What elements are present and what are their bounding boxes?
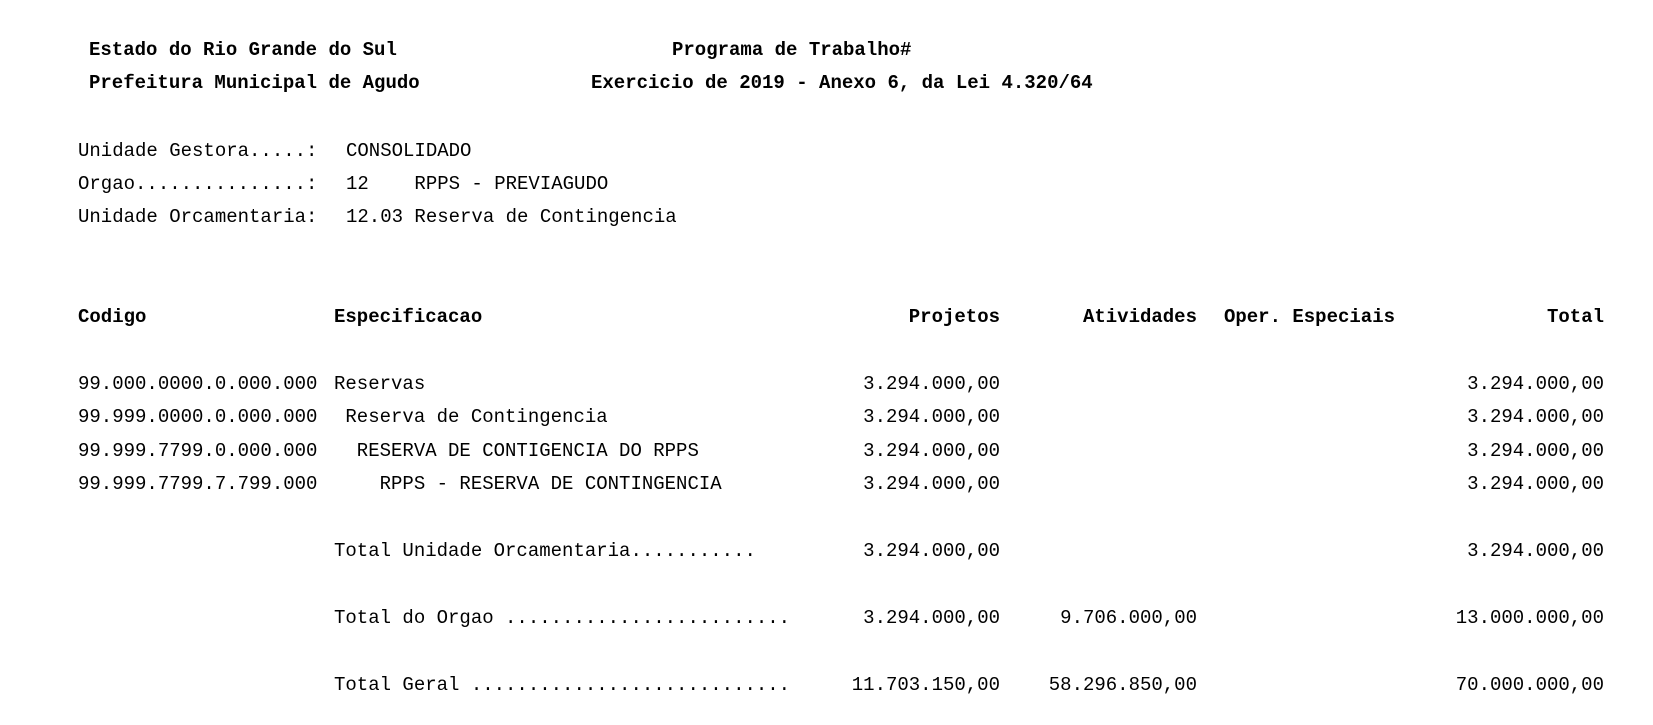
row-especificacao: Reservas [334,373,426,395]
row-codigo: 99.999.7799.0.000.000 [78,440,318,462]
row-projetos: 3.294.000,00 [863,373,1000,395]
col-header-total: Total [1546,306,1604,328]
col-header-especificacao: Especificacao [334,306,483,328]
total-geral-atividades: 58.296.850,00 [1048,674,1197,696]
col-header-codigo: Codigo [78,306,147,328]
total-unidade-projetos: 3.294.000,00 [863,540,1000,562]
row-especificacao: RESERVA DE CONTIGENCIA DO RPPS [334,440,699,462]
unidade-orcamentaria-value: 12.03 Reserva de Contingencia [346,206,677,228]
total-geral-projetos: 11.703.150,00 [851,674,1000,696]
row-total: 3.294.000,00 [1467,373,1604,395]
program-title: Programa de Trabalho# [672,39,912,61]
municipality-name: Prefeitura Municipal de Agudo [89,72,420,94]
total-unidade-label: Total Unidade Orcamentaria........... [334,540,756,562]
row-especificacao: RPPS - RESERVA DE CONTINGENCIA [334,473,722,495]
orgao-label: Orgao...............: [78,173,318,195]
row-total: 3.294.000,00 [1467,440,1604,462]
row-total: 3.294.000,00 [1467,406,1604,428]
orgao-value: 12 RPPS - PREVIAGUDO [346,173,609,195]
col-header-atividades: Atividades [1082,306,1197,328]
col-header-projetos: Projetos [908,306,1000,328]
row-codigo: 99.999.0000.0.000.000 [78,406,318,428]
unidade-orcamentaria-label: Unidade Orcamentaria: [78,206,318,228]
unidade-gestora-value: CONSOLIDADO [346,140,472,162]
exercise-title: Exercicio de 2019 - Anexo 6, da Lei 4.320/64 [591,72,1093,94]
col-header-oper-especiais: Oper. Especiais [1223,306,1395,328]
row-codigo: 99.999.7799.7.799.000 [78,473,318,495]
total-orgao-atividades: 9.706.000,00 [1060,607,1197,629]
total-orgao-total: 13.000.000,00 [1455,607,1604,629]
total-geral-label: Total Geral ............................ [334,674,791,696]
total-geral-total: 70.000.000,00 [1455,674,1604,696]
row-projetos: 3.294.000,00 [863,440,1000,462]
unidade-gestora-label: Unidade Gestora.....: [78,140,318,162]
total-unidade-total: 3.294.000,00 [1467,540,1604,562]
row-especificacao: Reserva de Contingencia [334,406,608,428]
row-projetos: 3.294.000,00 [863,473,1000,495]
total-orgao-projetos: 3.294.000,00 [863,607,1000,629]
row-projetos: 3.294.000,00 [863,406,1000,428]
row-codigo: 99.000.0000.0.000.000 [78,373,318,395]
state-name: Estado do Rio Grande do Sul [89,39,397,61]
row-total: 3.294.000,00 [1467,473,1604,495]
total-orgao-label: Total do Orgao ......................... [334,607,791,629]
